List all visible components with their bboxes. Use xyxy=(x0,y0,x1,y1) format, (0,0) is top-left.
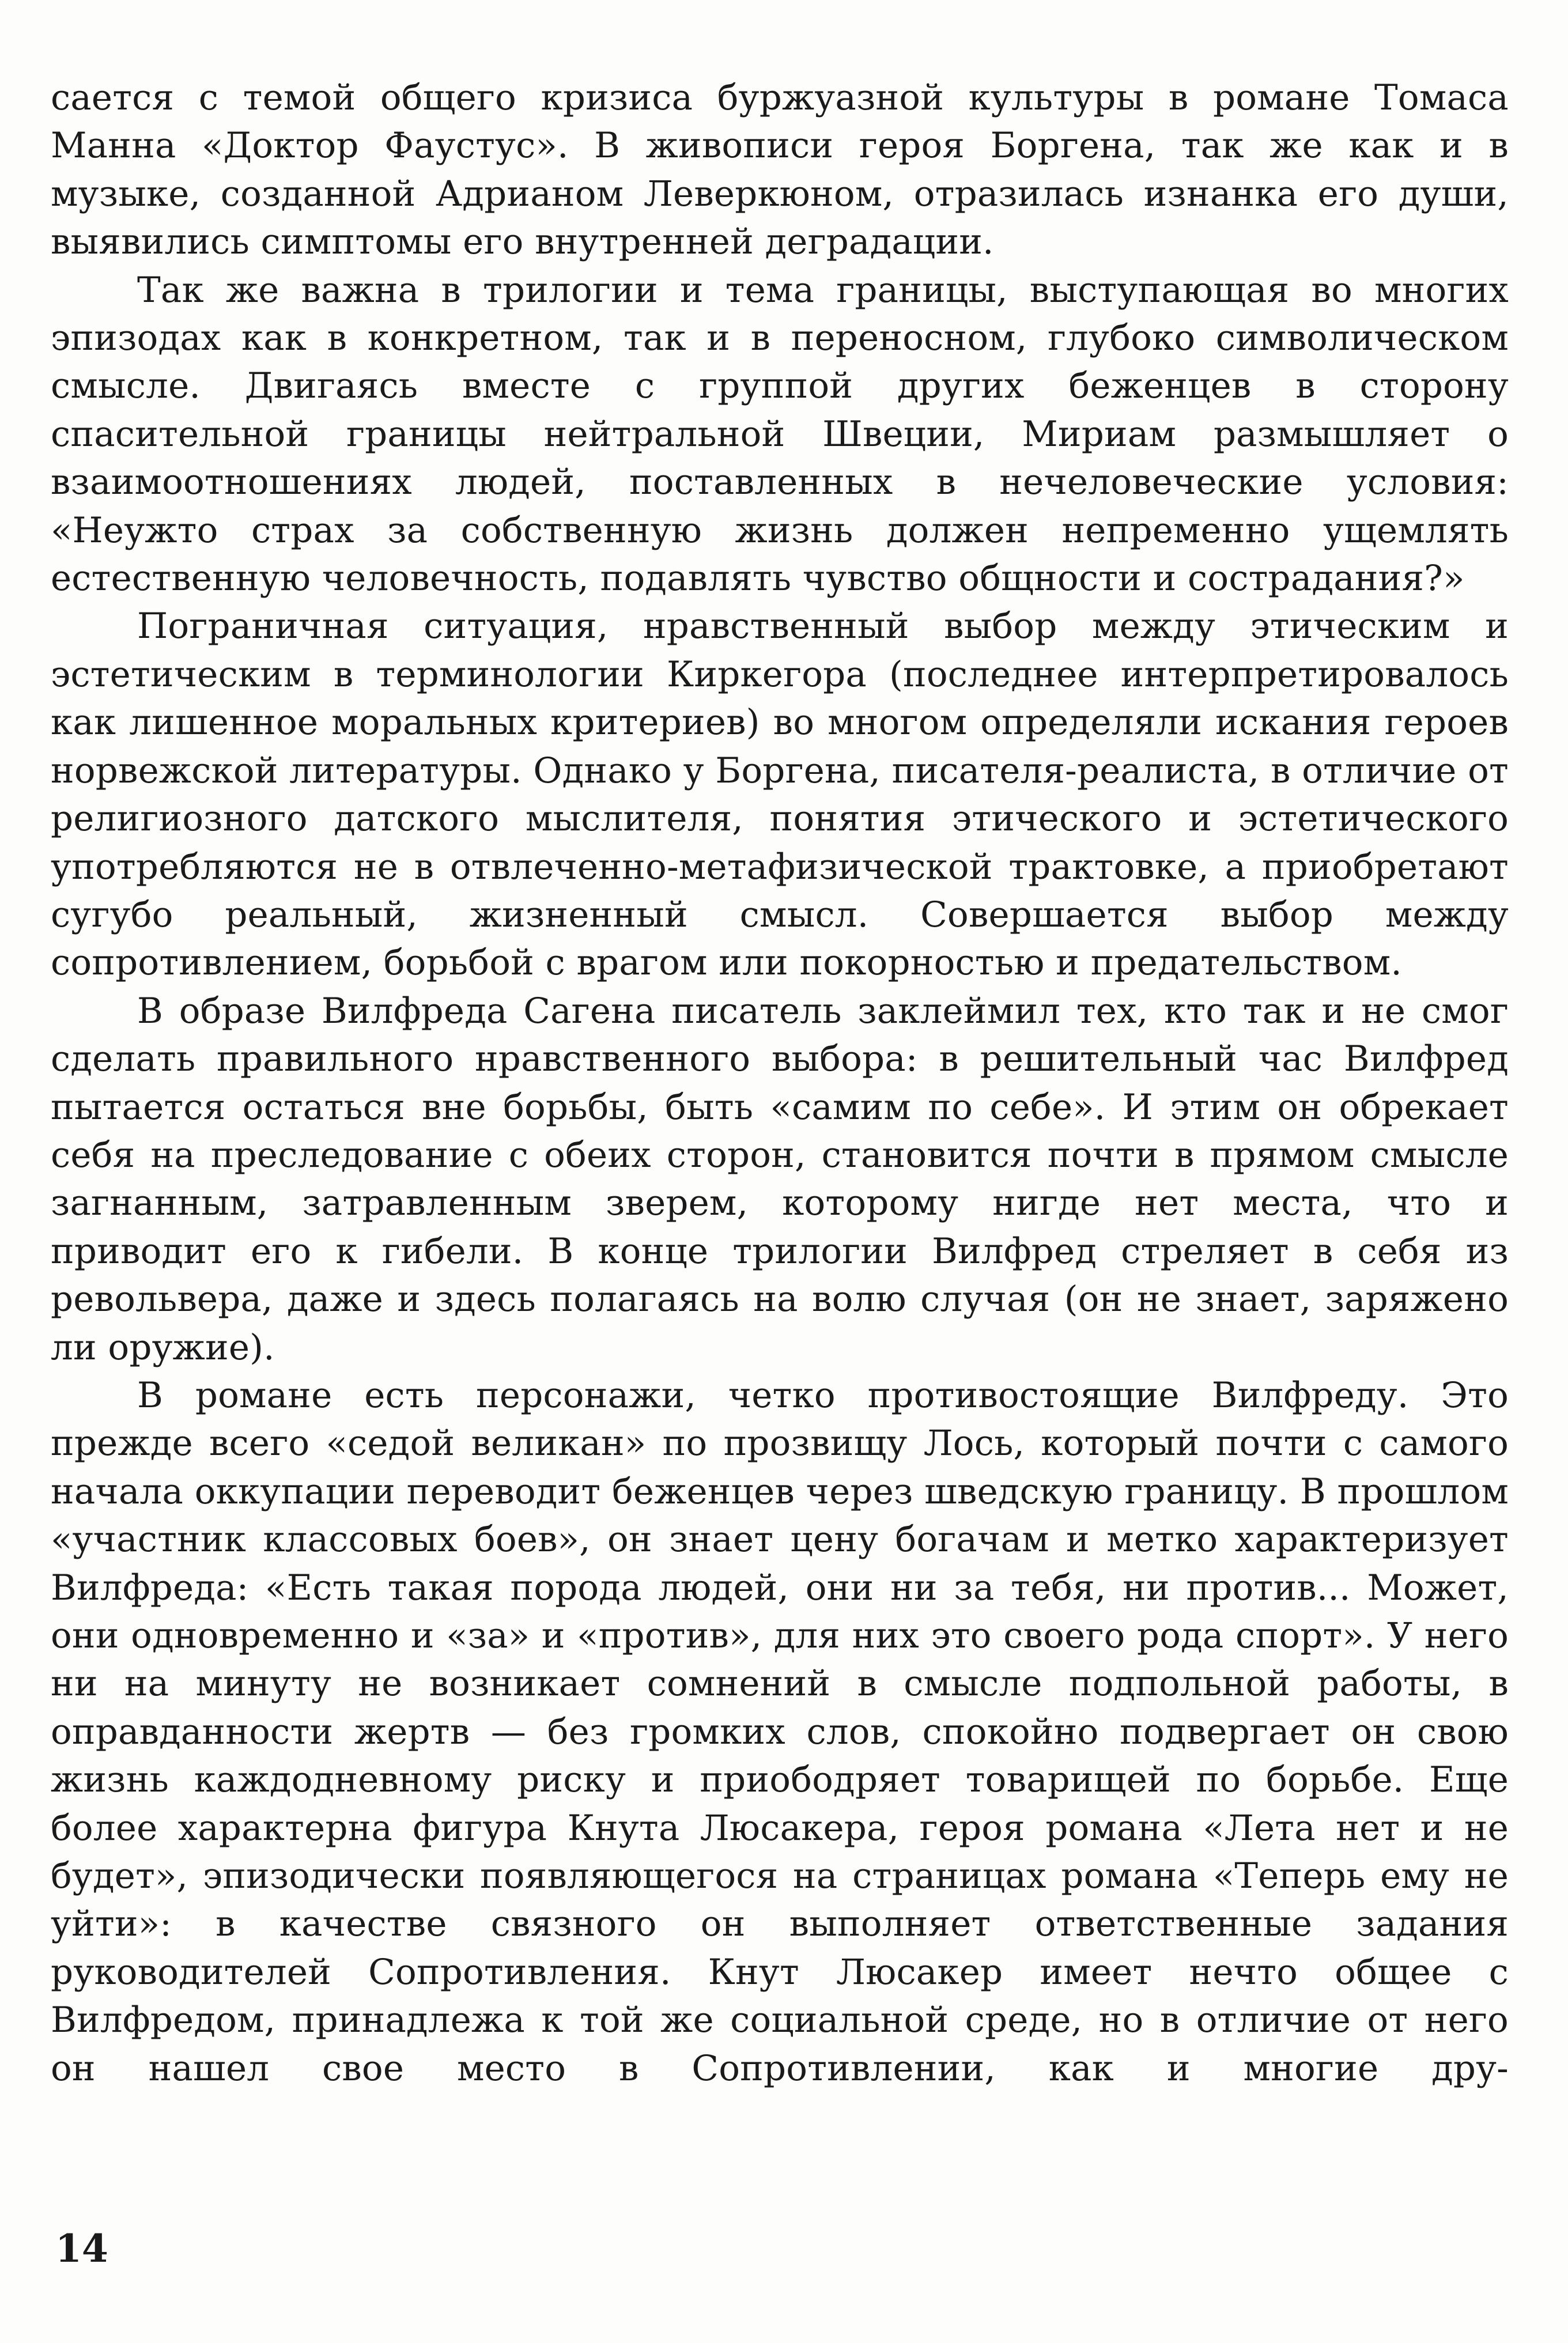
paragraph-1: сается с темой общего кризиса буржуазной культуры в романе Томаса Манна «Доктор Фаустус». В живописи героя Боргена, так же как и в музыке, созданной Адрианом Леверкюном, отразилась изнанка его души, выявились симптомы его внутренней деградации. xyxy=(51,77,1509,263)
page-body-text xyxy=(51,74,1509,2092)
paragraph-3: Пограничная ситуация, нравственный выбор между этическим и эстетическим в терминологии Киркегора (последнее интерпретировалось как лишенное моральных критериев) во многом определяли искания героев норвежской литературы. Однако у Боргена, писателя-реалиста, в отличие от религиозного датского мыслителя, понятия этического и эстетического употребляются не в отвлеченно-метафизической трактовке, а приобретают сугубо реальный, жизненный смысл. Совершается выбор между сопротивлением, борьбой с врагом или покорностью и предательством. xyxy=(51,606,1509,984)
page-number: 14 xyxy=(55,2226,108,2271)
paragraph-5: В романе есть персонажи, четко противостоящие Вилфреду. Это прежде всего «седой великан» по прозвищу Лось, который почти с самого начала оккупации переводит беженцев через шведскую границу. В прошлом «участник классовых боев», он знает цену богачам и метко характеризует Вилфреда: «Есть такая порода людей, они ни за тебя, ни против... Может, они одновременно и «за» и «против», для них это своего рода спорт». У него ни на минуту не возникает сомнений в смысле подпольной работы, в оправданности жертв — без громких слов, спокойно подвергает он свою жизнь каждодневному риску и приободряет товарищей по борьбе. Еще более характерна фигура Кнута Люсакера, героя романа «Лета нет и не будет», эпизодически появляющегося на страницах романа «Теперь ему не уйти»: в качестве связного он выполняет ответственные задания руководителей Сопротивления. Кнут Люсакер имеет нечто общее с Вилфредом, принадлежа к той же социальной среде, но в отличие от него он нашел свое место в Сопротивлении, как и многие дру- xyxy=(51,1374,1509,2089)
paragraph-4: В образе Вилфреда Сагена писатель заклеймил тех, кто так и не смог сделать правильного нравственного выбора: в решительный час Вилфред пытается остаться вне борьбы, быть «самим по себе». И этим он обрекает себя на преследование с обеих сторон, становится почти в прямом смысле загнанным, затравленным зверем, которому нигде нет места, что и приводит его к гибели. В конце трилогии Вилфред стреляет в себя из револьвера, даже и здесь полагаясь на волю случая (он не знает, заряжено ли оружие). xyxy=(51,990,1509,1368)
paragraph-2: Так же важна в трилогии и тема границы, выступающая во многих эпизодах как в конкретном, так и в переносном, глубоко символическом смысле. Двигаясь вместе с группой других беженцев в сторону спасительной границы нейтральной Швеции, Мириам размышляет о взаимоотношениях людей, поставленных в нечеловеческие условия: «Неужто страх за собственную жизнь должен непременно ущемлять естественную человечность, подавлять чувство общности и сострадания?» xyxy=(51,269,1509,599)
